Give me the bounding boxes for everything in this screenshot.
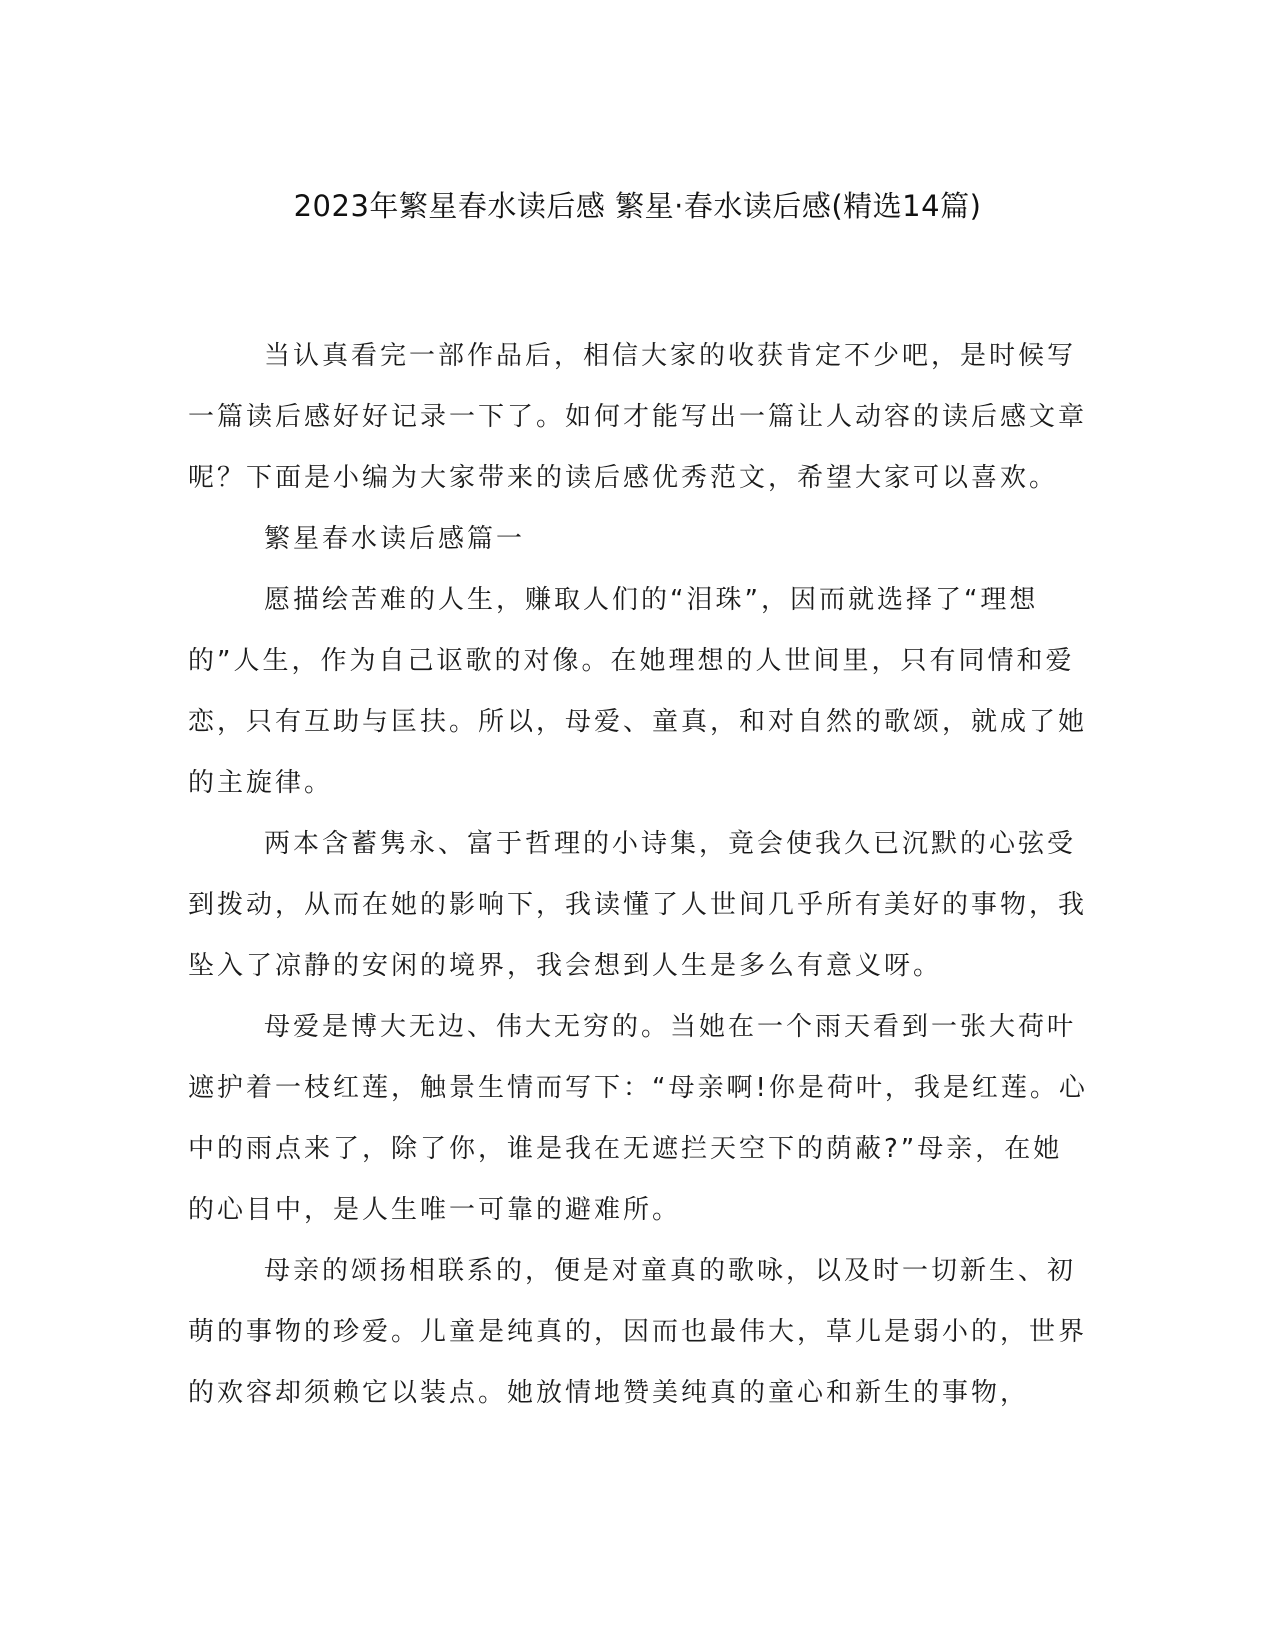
paragraph: 母亲的颂扬相联系的，便是对童真的歌咏，以及时一切新生、初萌的事物的珍爱。儿童是纯真的，因而也最伟大，草儿是弱小的，世界的欢容却须赖它以装点。她放情地赞美纯真的童心和新生的事物， — [188, 1256, 1088, 1408]
paragraph: 愿描绘苦难的人生，赚取人们的“泪珠”，因而就选择了“理想的”人生，作为自己讴歌的对像。在她理想的人世间里，只有同情和爱恋，只有互助与匡扶。所以，母爱、童真，和对自然的歌颂，就成了她的主旋律。 — [188, 585, 1088, 798]
document-body — [188, 326, 1088, 1424]
document-title: 2023年繁星春水读后感 繁星·春水读后感(精选14篇) — [293, 189, 982, 223]
section-heading: 繁星春水读后感篇一 — [264, 524, 526, 554]
paragraph: 当认真看完一部作品后，相信大家的收获肯定不少吧，是时候写一篇读后感好好记录一下了。如何才能写出一篇让人动容的读后感文章呢？下面是小编为大家带来的读后感优秀范文，希望大家可以喜欢。 — [188, 341, 1088, 493]
paragraph: 两本含蓄隽永、富于哲理的小诗集，竟会使我久已沉默的心弦受到拨动，从而在她的影响下，我读懂了人世间几乎所有美好的事物，我坠入了凉静的安闲的境界，我会想到人生是多么有意义呀。 — [188, 829, 1088, 981]
paragraph: 母爱是博大无边、伟大无穷的。当她在一个雨天看到一张大荷叶遮护着一枝红莲，触景生情而写下：“母亲啊!你是荷叶，我是红莲。心中的雨点来了，除了你，谁是我在无遮拦天空下的荫蔽?”母亲，在她的心目中，是人生唯一可靠的避难所。 — [188, 1012, 1088, 1225]
